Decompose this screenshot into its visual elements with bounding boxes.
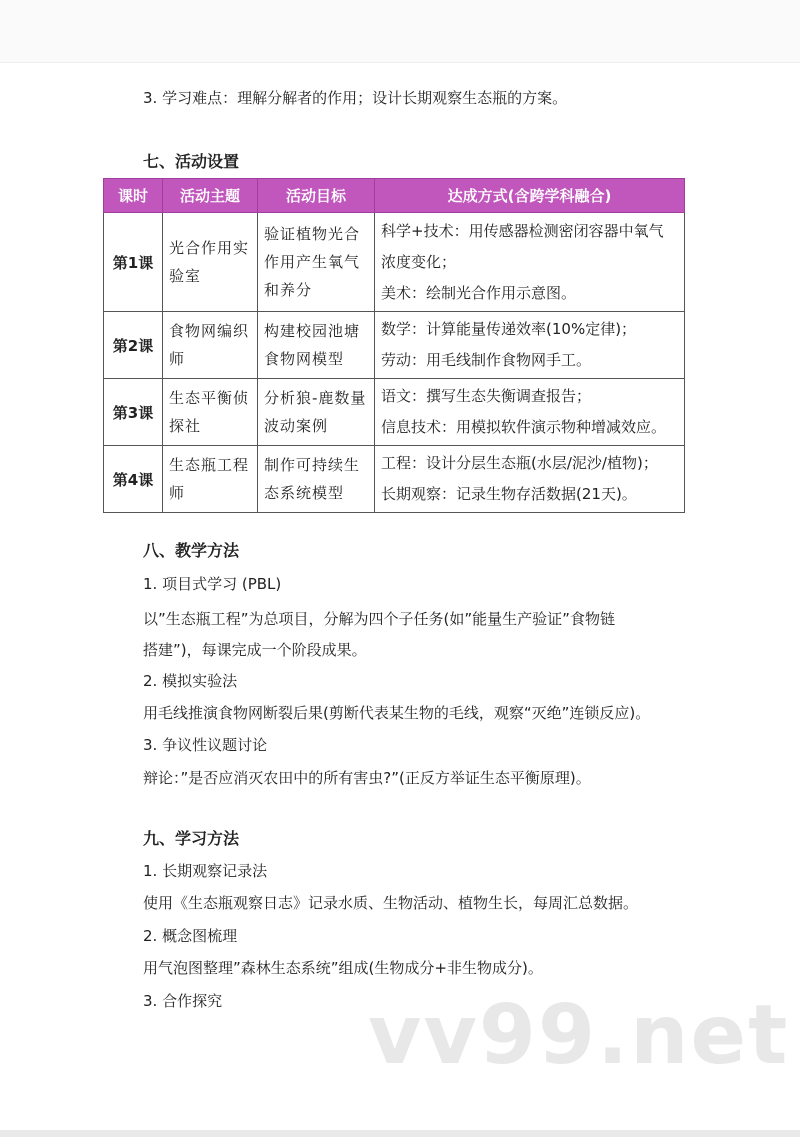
page-top-margin (0, 0, 800, 63)
page-bottom-edge (0, 1130, 800, 1137)
method-heading: 2. 模拟实验法 (143, 672, 238, 690)
table-row (104, 213, 685, 312)
lesson-cell: 第2课 (104, 312, 163, 379)
goal-cell: 制作可持续生态系统模型 (258, 446, 375, 513)
method-cell (375, 446, 685, 513)
learning-text: 使用《生态瓶观察日志》记录水质、生物活动、植物生长，每周汇总数据。 (143, 894, 639, 912)
theme-cell: 生态平衡侦探社 (163, 379, 258, 446)
learning-heading: 2. 概念图梳理 (143, 927, 238, 945)
header-lesson: 课时 (104, 179, 163, 213)
method-line: 长期观察：记录生物存活数据(21天)。 (381, 485, 637, 503)
theme-cell: 食物网编织师 (163, 312, 258, 379)
header-method: 达成方式(含跨学科融合) (375, 179, 685, 213)
method-text: 以”生态瓶工程”为总项目，分解为四个子任务(如”能量生产验证”食物链 (143, 610, 615, 628)
learning-heading: 3. 合作探究 (143, 992, 223, 1010)
header-goal: 活动目标 (258, 179, 375, 213)
method-cell (375, 213, 685, 312)
method-line: 信息技术：用模拟软件演示物种增减效应。 (381, 418, 667, 436)
method-line: 劳动：用毛线制作食物网手工。 (381, 351, 592, 369)
method-line: 科学+技术：用传感器检测密闭容器中氧气 (381, 221, 664, 240)
goal-cell: 验证植物光合作用产生氧气和养分 (258, 213, 375, 312)
method-line: 数学：计算能量传递效率(10%定律)； (381, 320, 637, 338)
theme-cell: 生态瓶工程师 (163, 446, 258, 513)
method-cell (375, 312, 685, 379)
goal-cell: 分析狼-鹿数量波动案例 (258, 379, 375, 446)
section-7-title: 七、活动设置 (143, 152, 240, 171)
table-row (104, 446, 685, 513)
method-text: 搭建”)，每课完成一个阶段成果。 (143, 641, 367, 659)
section-8-title: 八、教学方法 (143, 541, 240, 560)
method-text: 辩论：”是否应消灭农田中的所有害虫?”(正反方举证生态平衡原理)。 (143, 769, 591, 787)
method-cell (375, 379, 685, 446)
section-9-title: 九、学习方法 (143, 829, 240, 848)
goal-cell: 构建校园池塘食物网模型 (258, 312, 375, 379)
theme-cell: 光合作用实验室 (163, 213, 258, 312)
table-header-row (104, 179, 685, 213)
table-row (104, 312, 685, 379)
learning-text: 用气泡图整理”森林生态系统”组成(生物成分+非生物成分)。 (143, 959, 543, 977)
method-line: 浓度变化； (381, 252, 457, 271)
method-heading: 3. 争议性议题讨论 (143, 736, 268, 754)
table-row (104, 379, 685, 446)
lesson-cell: 第4课 (104, 446, 163, 513)
header-theme: 活动主题 (163, 179, 258, 213)
activity-table (103, 178, 685, 513)
difficulty-line: 3. 学习难点：理解分解者的作用；设计长期观察生态瓶的方案。 (143, 89, 568, 107)
lesson-cell: 第1课 (104, 213, 163, 312)
watermark: vv99.net (368, 988, 790, 1083)
method-line: 语文：撰写生态失衡调查报告； (381, 387, 592, 405)
lesson-cell: 第3课 (104, 379, 163, 446)
learning-heading: 1. 长期观察记录法 (143, 862, 268, 880)
method-line: 美术：绘制光合作用示意图。 (381, 283, 577, 302)
method-line: 工程：设计分层生态瓶(水层/泥沙/植物)； (381, 454, 658, 472)
method-heading: 1. 项目式学习 (PBL) (143, 575, 282, 593)
method-text: 用毛线推演食物网断裂后果(剪断代表某生物的毛线，观察“灭绝”连锁反应)。 (143, 704, 651, 722)
